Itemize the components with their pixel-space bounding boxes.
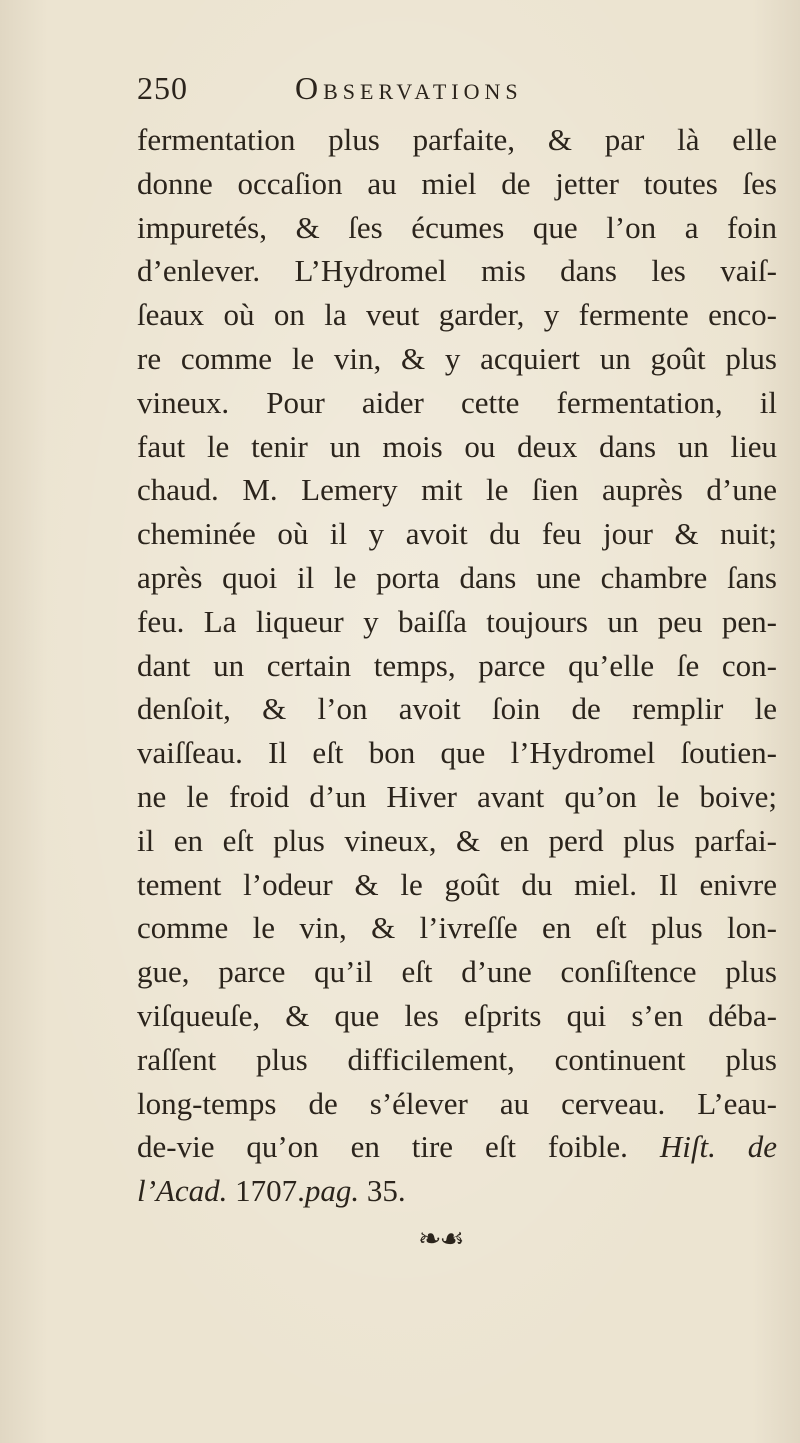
text-line: vineux. Pour aider cette fermentation, il — [137, 384, 777, 420]
text-line: long-temps de s’élever au cerveau. L’eau- — [137, 1085, 777, 1121]
text-line: d’enlever. L’Hydromel mis dans les vaiſ- — [137, 253, 777, 289]
running-title: Observations — [295, 70, 523, 106]
text-line: gue, parce qu’il eſt d’une conſiſtence plus — [137, 954, 777, 990]
text-line: raſſent plus difficilement, continuent plus — [137, 1041, 777, 1077]
text-line: impuretés, & ſes écumes que l’on a foin — [137, 209, 777, 245]
text-line: viſqueuſe, & que les eſprits qui s’en déba- — [137, 997, 777, 1033]
text-line: dant un certain temps, parce qu’elle ſe con- — [137, 647, 777, 683]
text-line: ne le froid d’un Hiver avant qu’on le boive; — [137, 778, 777, 814]
page-number: 250 — [137, 70, 188, 106]
reference-year: 1707. — [235, 1173, 305, 1209]
reference-acad: l’Acad. — [137, 1173, 228, 1209]
reference-page: 35. — [366, 1173, 406, 1209]
text-line: ſeaux où on la veut garder, y fermente enco- — [137, 297, 777, 333]
text-line-final-sentence: de-vie qu’on en tire eſt foible. — [137, 1129, 628, 1165]
text-line: re comme le vin, & y acquiert un goût plus — [137, 340, 777, 376]
text-line: comme le vin, & l’ivreſſe en eſt plus lon- — [137, 910, 777, 946]
text-line: feu. La liqueur y baiſſa toujours un peu pen- — [137, 603, 777, 639]
text-line: denſoit, & l’on avoit ſoin de remplir le — [137, 691, 777, 727]
reference-hist: Hiſt. de — [659, 1129, 778, 1165]
text-line: donne occaſion au miel de jetter toutes ſes — [137, 165, 777, 201]
body-text — [137, 118, 777, 1213]
text-line: fermentation plus parfaite, & par là elle — [137, 122, 777, 157]
text-line: après quoi il le porta dans une chambre ſans — [137, 559, 777, 595]
text-line-with-reference — [137, 1125, 777, 1169]
reference-pag: pag. — [304, 1173, 360, 1209]
page-header — [137, 70, 657, 120]
text-line: faut le tenir un mois ou deux dans un lieu — [137, 428, 777, 464]
tailpiece-ornament-icon: ❧☙ — [418, 1222, 463, 1255]
text-line: tement l’odeur & le goût du miel. Il enivre — [137, 866, 777, 902]
text-line: cheminée où il y avoit du feu jour & nuit; — [137, 516, 777, 552]
reference-line — [137, 1169, 777, 1213]
text-line: il en eſt plus vineux, & en perd plus parfai- — [137, 822, 777, 858]
text-line: chaud. M. Lemery mit le ſien auprès d’une — [137, 472, 777, 508]
text-line: vaiſſeau. Il eſt bon que l’Hydromel ſoutien- — [137, 735, 777, 771]
